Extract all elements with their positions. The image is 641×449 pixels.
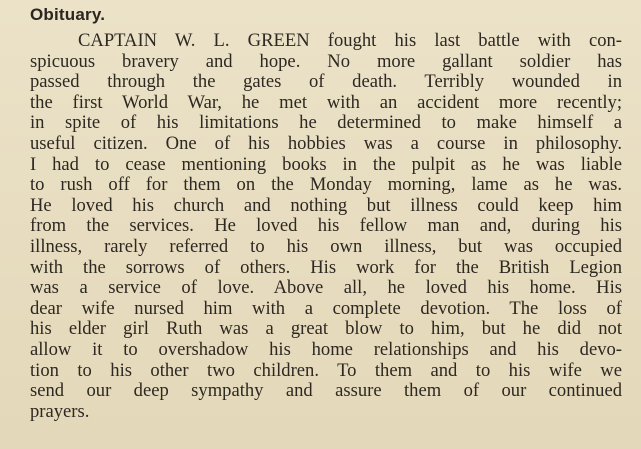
- obituary-line: CAPTAIN W. L. GREEN fought his last battle with con-: [78, 30, 622, 51]
- obituary-line: with the sorrows of others. His work for the British Legion: [30, 256, 622, 278]
- obituary-line: spicuous bravery and hope. No more gallant soldier has: [30, 50, 622, 72]
- obituary-line: the first World War, he met with an accident more recently;: [30, 91, 622, 113]
- obituary-line: passed through the gates of death. Terribly wounded in: [30, 71, 622, 93]
- obituary-line: useful citizen. One of his hobbies was a course in philosophy.: [30, 132, 622, 154]
- obituary-line: from the services. He loved his fellow man and, during his: [30, 215, 622, 237]
- obituary-body: [30, 31, 622, 422]
- obituary-line: He loved his church and nothing but illness could keep him: [30, 194, 622, 216]
- obituary-line: was a service of love. Above all, he loved his home. His: [30, 277, 622, 299]
- obituary-line: to rush off for them on the Monday morning, lame as he was.: [30, 174, 622, 196]
- obituary-line: dear wife nursed him with a complete devotion. The loss of: [30, 297, 622, 319]
- obituary-line: his elder girl Ruth was a great blow to him, but he did not: [30, 318, 622, 340]
- obituary-line: in spite of his limitations he determined to make himself a: [30, 112, 622, 134]
- obituary-line: illness, rarely referred to his own illness, but was occupied: [30, 235, 622, 257]
- obituary-line: I had to cease mentioning books in the pulpit as he was liable: [30, 153, 622, 175]
- obituary-line: prayers.: [30, 400, 90, 422]
- obituary-line: tion to his other two children. To them and to his wife we: [30, 359, 622, 381]
- obituary-heading: Obituary.: [30, 5, 106, 24]
- obituary-line: allow it to overshadow his home relationships and his devo-: [30, 338, 622, 360]
- obituary-line: send our deep sympathy and assure them of our continued: [30, 380, 622, 402]
